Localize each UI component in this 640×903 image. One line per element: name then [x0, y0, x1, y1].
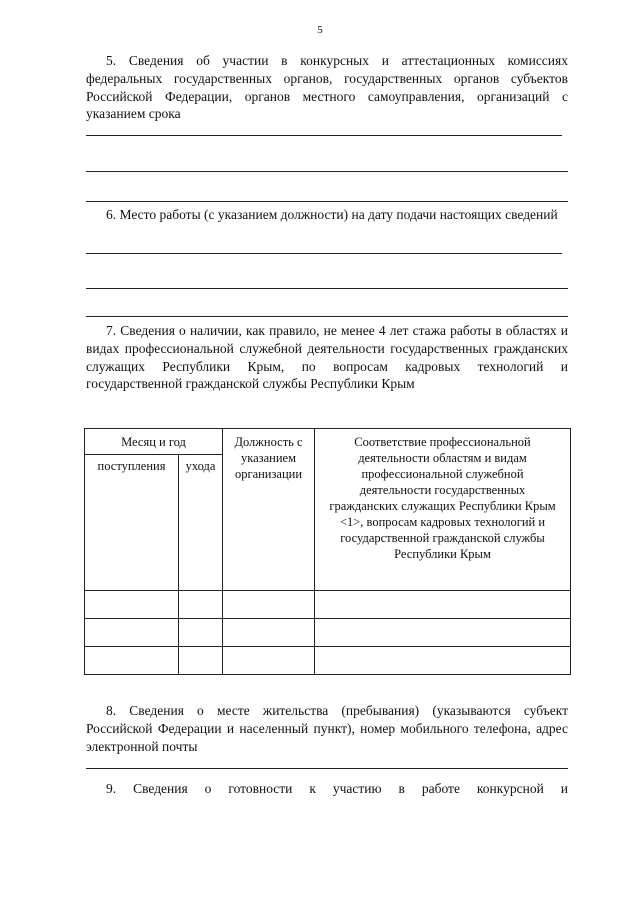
table-cell[interactable]	[85, 619, 179, 647]
table-cell[interactable]	[223, 591, 315, 619]
table-row	[85, 619, 571, 647]
answer-line[interactable]	[86, 171, 568, 172]
answer-line[interactable]	[86, 201, 568, 202]
section-9-text: 9. Сведения о готовности к участию в работе конкурсной и	[106, 781, 568, 796]
header-position: Должность с указанием организации	[223, 429, 315, 591]
page-number: 5	[317, 24, 323, 36]
header-start: поступления	[85, 455, 179, 591]
table-row	[85, 647, 571, 675]
table-cell[interactable]	[85, 591, 179, 619]
answer-line[interactable]	[86, 135, 562, 136]
answer-line[interactable]	[86, 288, 568, 289]
section-5-text: 5. Сведения об участии в конкурсных и аттестационных комиссиях федеральных государственных органов, государственных органов субъектов Российской Федерации, органов местного самоуправления, организаций с указанием срока	[86, 53, 568, 122]
table-cell[interactable]	[315, 619, 571, 647]
table-cell[interactable]	[223, 619, 315, 647]
table-cell[interactable]	[315, 591, 571, 619]
header-compliance: Соответствие профессиональной деятельности областям и видам профессиональной служебной деятельности государственных гражданских служащих Республики Крым <1>, вопросам кадровых технологий и государственной гражданской службы Республики Крым	[315, 429, 571, 591]
section-8-text: 8. Сведения о месте жительства (пребывания) (указываются субъект Российской Федерации и населенный пункт), номер мобильного телефона, адрес электронной почты	[86, 703, 568, 754]
answer-line[interactable]	[86, 768, 568, 769]
table-cell[interactable]	[179, 619, 223, 647]
answer-line[interactable]	[86, 253, 562, 254]
table-cell[interactable]	[315, 647, 571, 675]
table-cell[interactable]	[85, 647, 179, 675]
section-6-text: 6. Место работы (с указанием должности) на дату подачи настоящих сведений	[106, 207, 558, 222]
experience-table	[84, 428, 571, 675]
table-cell[interactable]	[223, 647, 315, 675]
table-cell[interactable]	[179, 647, 223, 675]
answer-line[interactable]	[86, 316, 568, 317]
table-row	[85, 591, 571, 619]
table-cell[interactable]	[179, 591, 223, 619]
section-7-text: 7. Сведения о наличии, как правило, не менее 4 лет стажа работы в областях и видах профессиональной служебной деятельности государственных гражданских служащих Республики Крым, по вопросам кадровых технологий и государственной гражданской службы Республики Крым	[86, 323, 568, 392]
header-month-year: Месяц и год	[85, 429, 223, 455]
header-end: ухода	[179, 455, 223, 591]
